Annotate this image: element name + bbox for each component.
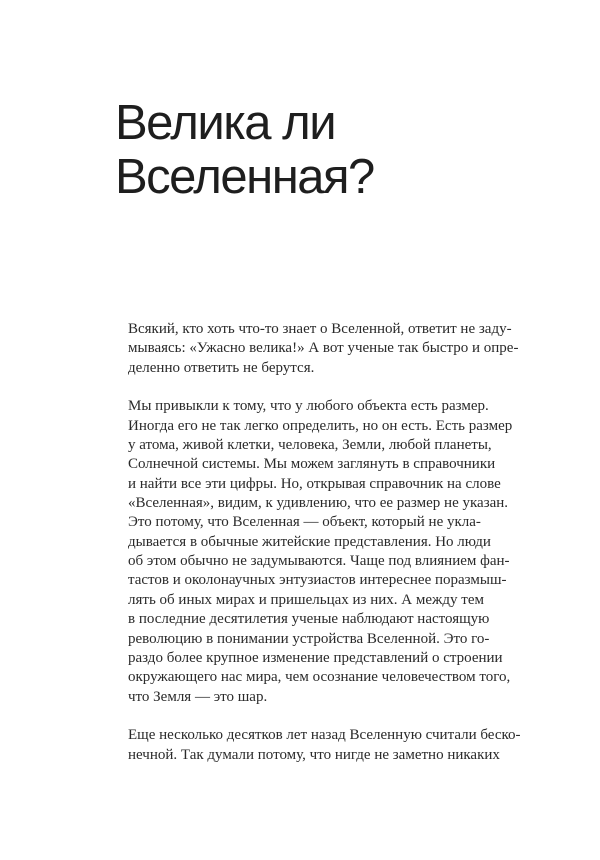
text-line: окружающего нас мира, чем осознание человечеством того, xyxy=(128,669,511,686)
text-line: в последние десятилетия ученые наблюдают настоящую xyxy=(128,611,490,628)
text-line: об этом обычно не задумываются. Чаще под влиянием фан- xyxy=(128,553,510,570)
text-line: нечной. Так думали потому, что нигде не заметно никаких xyxy=(128,746,500,763)
text-line: Мы привыкли к тому, что у любого объекта есть размер. xyxy=(128,398,489,415)
text-line: Еще несколько десятков лет назад Вселенную считали беско- xyxy=(128,727,521,744)
body-text xyxy=(128,320,528,784)
text-line: дывается в обычные житейские представления. Но люди xyxy=(128,533,491,550)
text-line: лять об иных мирах и пришельцах из них. А между тем xyxy=(128,591,484,608)
paragraph xyxy=(128,726,528,765)
text-line: Всякий, кто хоть что-то знает о Вселенной, ответит не заду- xyxy=(128,321,512,337)
text-line: Солнечной системы. Мы можем заглянуть в справочники xyxy=(128,456,496,473)
chapter-title-line: Велика ли xyxy=(115,96,336,150)
text-line: и найти все эти цифры. Но, открывая справочник на слове xyxy=(128,475,501,492)
text-line: мываясь: «Ужасно велика!» А вот ученые так быстро и опре- xyxy=(128,340,519,357)
text-line: «Вселенная», видим, к удивлению, что ее размер не указан. xyxy=(128,495,509,512)
chapter-title-line: Вселенная? xyxy=(115,150,374,204)
paragraph xyxy=(128,320,528,378)
chapter-title xyxy=(115,96,374,204)
text-line: Это потому, что Вселенная — объект, который не укла- xyxy=(128,514,481,531)
text-line: у атома, живой клетки, человека, Земли, любой планеты, xyxy=(128,437,492,454)
text-line: деленно ответить не берутся. xyxy=(128,359,315,376)
paragraph xyxy=(128,397,528,707)
text-line: Иногда его не так легко определить, но он есть. Есть размер xyxy=(128,417,513,434)
text-line: революцию в понимании устройства Вселенной. Это го- xyxy=(128,630,490,647)
text-line: что Земля — это шар. xyxy=(128,688,268,705)
text-line: тастов и околонаучных энтузиастов интереснее поразмыш- xyxy=(128,572,507,589)
text-line: раздо более крупное изменение представлений о строении xyxy=(128,649,503,666)
